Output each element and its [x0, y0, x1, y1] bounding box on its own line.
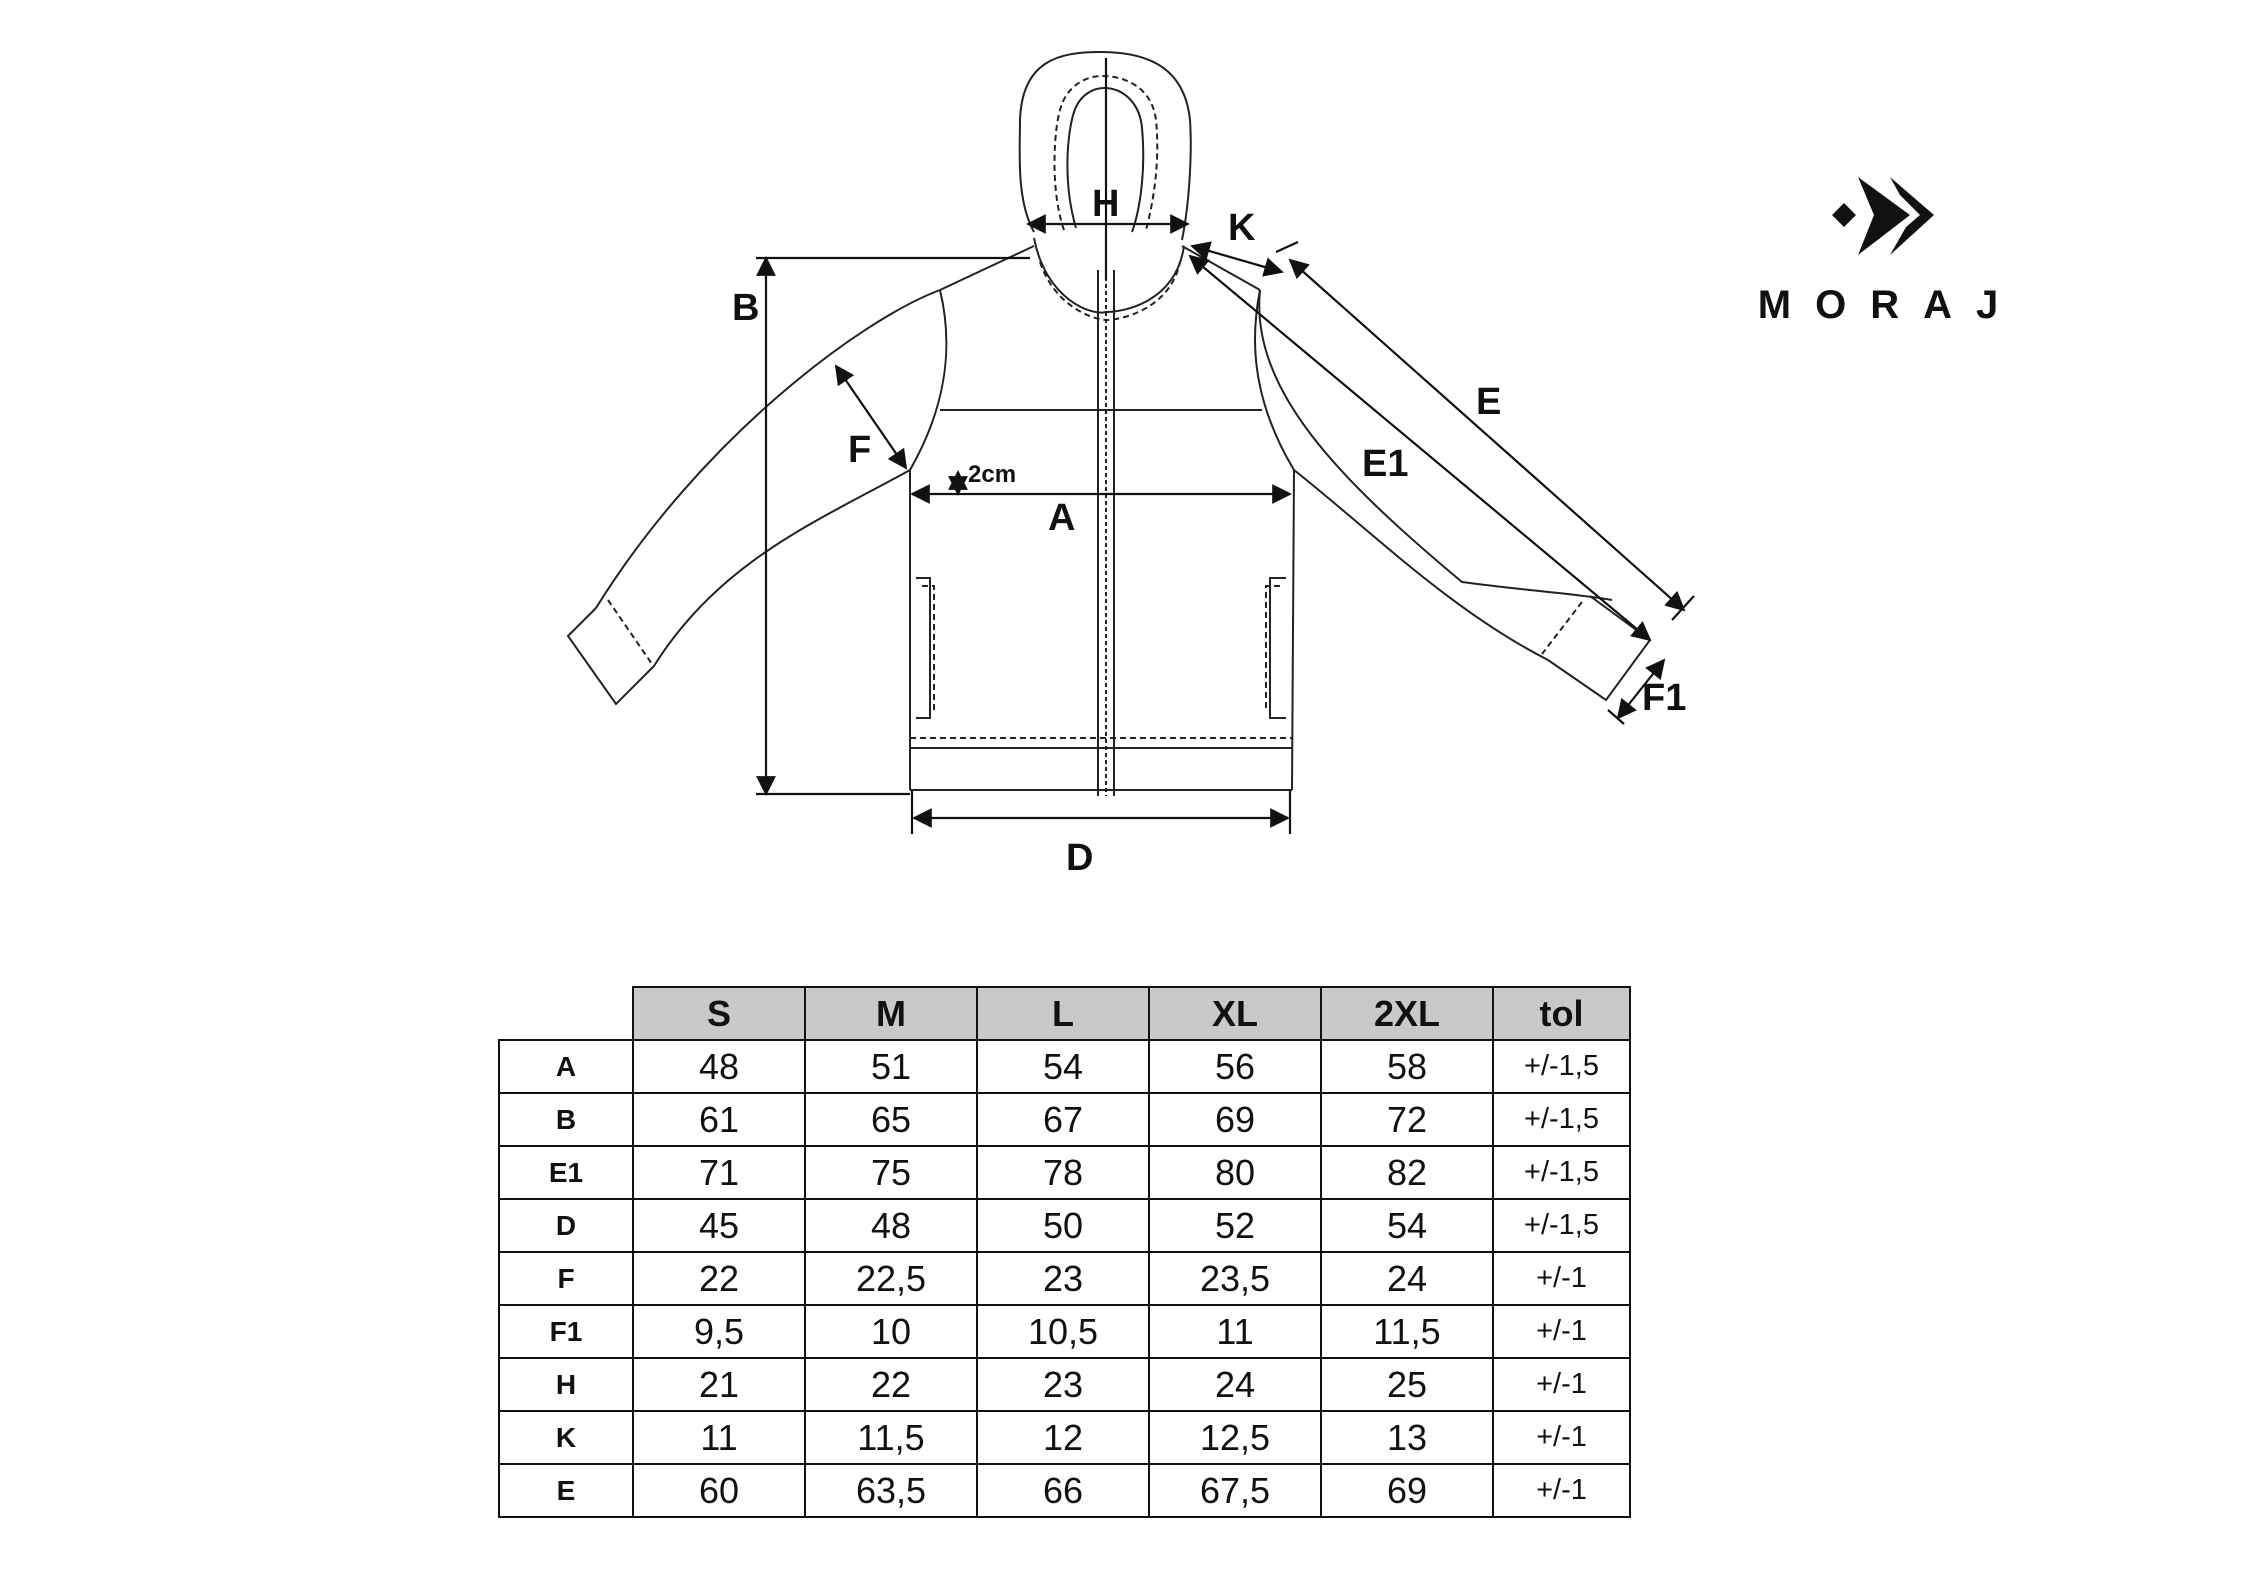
measurement-value: 72 — [1321, 1093, 1493, 1146]
tolerance-value: +/-1 — [1493, 1305, 1630, 1358]
e-tick — [1276, 242, 1298, 252]
table-row — [499, 1093, 1630, 1146]
right-sleeve-top — [1259, 290, 1612, 600]
size-header: XL — [1149, 987, 1321, 1040]
measurement-value: 11,5 — [805, 1411, 977, 1464]
measurement-value: 13 — [1321, 1411, 1493, 1464]
table-row — [499, 1252, 1630, 1305]
measurement-value: 23,5 — [1149, 1252, 1321, 1305]
measurement-label: E — [499, 1464, 633, 1517]
measurement-value: 21 — [633, 1358, 805, 1411]
measurement-value: 58 — [1321, 1040, 1493, 1093]
pocket-left-stitch — [922, 586, 934, 710]
measurement-label: H — [499, 1358, 633, 1411]
measurement-value: 78 — [977, 1146, 1149, 1199]
measurement-value: 23 — [977, 1358, 1149, 1411]
measurement-value: 56 — [1149, 1040, 1321, 1093]
table-row — [499, 1464, 1630, 1517]
measurement-value: 71 — [633, 1146, 805, 1199]
measurement-value: 22 — [805, 1358, 977, 1411]
measurement-labels — [732, 183, 1686, 879]
right-cuff — [1548, 596, 1650, 700]
tolerance-value: +/-1,5 — [1493, 1093, 1630, 1146]
measurement-value: 23 — [977, 1252, 1149, 1305]
shoulder-left — [940, 246, 1034, 290]
table-row — [499, 1199, 1630, 1252]
measurement-value: 11,5 — [1321, 1305, 1493, 1358]
measurement-value: 69 — [1321, 1464, 1493, 1517]
measurement-value: 24 — [1321, 1252, 1493, 1305]
measurement-value: 48 — [633, 1040, 805, 1093]
measurement-value: 67,5 — [1149, 1464, 1321, 1517]
pocket-right-stitch — [1266, 586, 1280, 710]
measurement-lines — [756, 58, 1694, 834]
measurement-value: 12,5 — [1149, 1411, 1321, 1464]
measurement-value: 10 — [805, 1305, 977, 1358]
measurement-label: A — [499, 1040, 633, 1093]
right-sleeve-bottom — [1294, 470, 1548, 660]
measurement-label: F1 — [499, 1305, 633, 1358]
right-cuff-stitch — [1542, 602, 1582, 654]
measurement-value: 11 — [633, 1411, 805, 1464]
table-row — [499, 1305, 1630, 1358]
tolerance-value: +/-1 — [1493, 1358, 1630, 1411]
measurement-value: 54 — [1321, 1199, 1493, 1252]
pocket-right — [1270, 578, 1286, 718]
left-sleeve-bottom — [654, 470, 910, 666]
table-row — [499, 1040, 1630, 1093]
tolerance-value: +/-1,5 — [1493, 1199, 1630, 1252]
measurement-value: 9,5 — [633, 1305, 805, 1358]
e-measure-line — [1290, 260, 1684, 610]
measurement-value: 24 — [1149, 1358, 1321, 1411]
brand-name: MORAJ — [1757, 283, 2023, 327]
table-row — [499, 1358, 1630, 1411]
measurement-value: 69 — [1149, 1093, 1321, 1146]
size-header: M — [805, 987, 977, 1040]
measurement-value: 25 — [1321, 1358, 1493, 1411]
label-f: F — [848, 429, 872, 471]
measurement-value: 67 — [977, 1093, 1149, 1146]
tolerance-value: +/-1 — [1493, 1464, 1630, 1517]
e-end-tick — [1672, 596, 1694, 620]
measurement-value: 11 — [1149, 1305, 1321, 1358]
tolerance-value: +/-1 — [1493, 1252, 1630, 1305]
measurement-value: 50 — [977, 1199, 1149, 1252]
label-e: E — [1476, 381, 1502, 423]
collar — [1034, 238, 1184, 313]
size-header: L — [977, 987, 1149, 1040]
brand-logo — [1740, 165, 2060, 345]
tolerance-value: +/-1,5 — [1493, 1040, 1630, 1093]
shoulder-right — [1182, 246, 1260, 290]
label-f1: F1 — [1642, 677, 1687, 719]
size-header: 2XL — [1321, 987, 1493, 1040]
jacket-outline — [568, 52, 1650, 796]
measurement-value: 60 — [633, 1464, 805, 1517]
label-a: A — [1048, 497, 1076, 539]
measurement-label: F — [499, 1252, 633, 1305]
left-cuff-stitch — [608, 600, 652, 664]
measurement-value: 80 — [1149, 1146, 1321, 1199]
measurement-value: 48 — [805, 1199, 977, 1252]
label-b: B — [732, 287, 760, 329]
measurement-value: 65 — [805, 1093, 977, 1146]
measurement-label: E1 — [499, 1146, 633, 1199]
measurement-value: 22,5 — [805, 1252, 977, 1305]
left-cuff — [568, 608, 654, 704]
measurement-value: 10,5 — [977, 1305, 1149, 1358]
e1-measure-line — [1190, 256, 1650, 640]
brand-logo-icon — [1740, 165, 2040, 275]
measurement-label: K — [499, 1411, 633, 1464]
table-row — [499, 1146, 1630, 1199]
table-corner — [499, 987, 633, 1040]
body-right-side — [1255, 290, 1294, 790]
measurement-value: 51 — [805, 1040, 977, 1093]
size-header-row — [499, 987, 1630, 1040]
label-k: K — [1228, 207, 1256, 249]
measurement-value: 82 — [1321, 1146, 1493, 1199]
measurement-value: 75 — [805, 1146, 977, 1199]
measurement-value: 66 — [977, 1464, 1149, 1517]
measurement-value: 54 — [977, 1040, 1149, 1093]
size-header: S — [633, 987, 805, 1040]
label-h: H — [1092, 183, 1120, 225]
measurement-label: D — [499, 1199, 633, 1252]
size-table-body — [499, 1040, 1630, 1517]
tolerance-header: tol — [1493, 987, 1630, 1040]
measurement-value: 12 — [977, 1411, 1149, 1464]
measurement-value: 63,5 — [805, 1464, 977, 1517]
measurement-value: 52 — [1149, 1199, 1321, 1252]
label-e1: E1 — [1362, 443, 1409, 485]
left-sleeve-top — [596, 290, 940, 608]
tolerance-value: +/-1,5 — [1493, 1146, 1630, 1199]
measurement-value: 61 — [633, 1093, 805, 1146]
body-left-side — [910, 290, 946, 790]
label-2cm: 2cm — [968, 461, 1017, 488]
measurement-value: 22 — [633, 1252, 805, 1305]
label-d: D — [1066, 837, 1094, 879]
table-row — [499, 1411, 1630, 1464]
measurement-label: B — [499, 1093, 633, 1146]
size-chart-table — [498, 986, 1631, 1518]
tolerance-value: +/-1 — [1493, 1411, 1630, 1464]
pocket-left — [916, 578, 930, 718]
measurement-value: 45 — [633, 1199, 805, 1252]
